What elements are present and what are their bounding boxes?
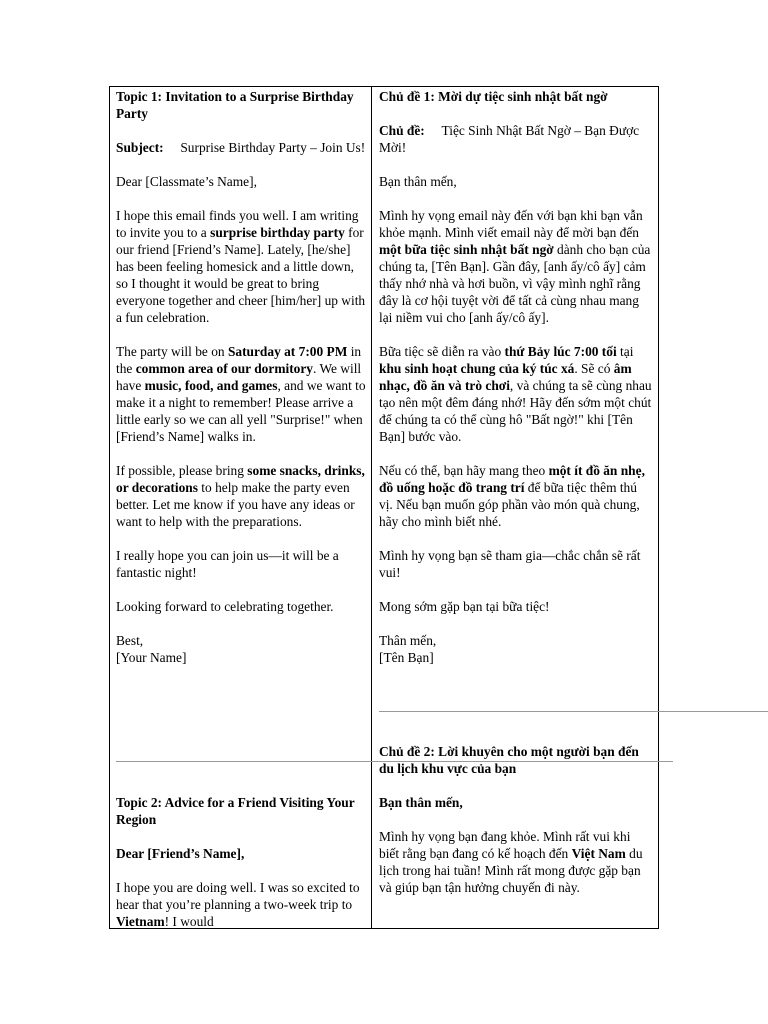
topic2-title-vi: Chủ đề 2: Lời khuyên cho một người bạn đến du lịch khu vực của bạn xyxy=(379,744,639,776)
vietnamese-column xyxy=(379,88,653,683)
signature-en: [Your Name] xyxy=(116,650,187,665)
closing-en: Best, xyxy=(116,633,144,648)
paragraph-4-vi: Mình hy vọng bạn sẽ tham gia—chắc chắn sẽ rất vui! xyxy=(379,548,641,580)
signature-vi: [Tên Bạn] xyxy=(379,650,434,665)
section-rule-right xyxy=(379,711,768,712)
paragraph-3-vi: Nếu có thể, bạn hãy mang theo một ít đồ ăn nhẹ, đồ uống hoặc đồ trang trí để bữa tiệc thêm thú vị. Nếu bạn muốn góp phần vào món quà chung, hãy cho mình biết nhé. xyxy=(379,463,645,529)
topic1-title-vi: Chủ đề 1: Mời dự tiệc sinh nhật bất ngờ xyxy=(379,89,608,104)
closing-vi: Thân mến, xyxy=(379,633,437,648)
paragraph-1-vi: Mình hy vọng email này đến với bạn khi bạn vẫn khỏe mạnh. Mình viết email này để mời bạn đến một bữa tiệc sinh nhật bất ngờ dành cho bạn của chúng ta, [Tên Bạn]. Gần đây, [anh ấy/cô ấy] cảm thấy nhớ nhà và hơi buồn, vì vậy mình nghĩ rằng đây là cơ hội tuyệt vời để tất cả cùng nhau mang lại niềm vui cho [anh ấy/cô ấy]. xyxy=(379,208,651,325)
topic2-paragraph-1-vi: Mình hy vọng bạn đang khỏe. Mình rất vui khi biết rằng bạn đang có kế hoạch đến Việt Nam du lịch trong hai tuần! Mình rất mong được gặp bạn và giúp bạn tận hưởng chuyến đi này. xyxy=(379,829,643,895)
column-divider xyxy=(371,86,372,929)
topic2-greeting-vi: Bạn thân mến, xyxy=(379,795,463,810)
subject-line-en: Subject: Surprise Birthday Party – Join Us! xyxy=(116,140,366,155)
greeting-en: Dear [Classmate’s Name], xyxy=(116,174,257,189)
paragraph-2-en: The party will be on Saturday at 7:00 PM in the common area of our dormitory. We will have music, food, and games, and we want to make it a night to remember! Please arrive a little early so we can all yell "Surprise!" when [Friend’s Name] walks in. xyxy=(116,344,366,444)
paragraph-5-vi: Mong sớm gặp bạn tại bữa tiệc! xyxy=(379,599,550,614)
paragraph-5-en: Looking forward to celebrating together. xyxy=(116,599,334,614)
paragraph-2-vi: Bữa tiệc sẽ diễn ra vào thứ Bảy lúc 7:00 tối tại khu sinh hoạt chung của ký túc xá. Sẽ có âm nhạc, đồ ăn và trò chơi, và chúng ta sẽ cùng nhau tạo nên một đêm đáng nhớ! Hãy đến sớm một chút để chúng ta có thể cùng hô "Bất ngờ!" khi [Tên Bạn] bước vào. xyxy=(379,344,652,444)
english-column xyxy=(116,88,366,683)
topic2-greeting-en: Dear [Friend’s Name], xyxy=(116,846,245,861)
topic2-title-en: Topic 2: Advice for a Friend Visiting Your Region xyxy=(116,795,355,827)
vietnamese-topic2 xyxy=(379,743,653,913)
paragraph-1-en: I hope this email finds you well. I am writing to invite you to a surprise birthday party for our friend [Friend’s Name]. Lately, [he/she] has been feeling homesick and a little down, so I thought it would be great to bring everyone together and cheer [him/her] up with a fun celebration. xyxy=(116,208,366,325)
english-topic2 xyxy=(116,794,366,947)
paragraph-4-en: I really hope you can join us—it will be a fantastic night! xyxy=(116,548,339,580)
subject-line-vi: Chủ đề: Tiệc Sinh Nhật Bất Ngờ – Bạn Được Mời! xyxy=(379,123,640,155)
topic1-title-en: Topic 1: Invitation to a Surprise Birthday Party xyxy=(116,89,354,121)
greeting-vi: Bạn thân mến, xyxy=(379,174,457,189)
paragraph-3-en: If possible, please bring some snacks, drinks, or decorations to help make the party even better. Let me know if you have any ideas or want to help with the preparations. xyxy=(116,463,365,529)
topic2-paragraph-1-en: I hope you are doing well. I was so excited to hear that you’re planning a two-week trip to Vietnam! I would xyxy=(116,880,360,929)
